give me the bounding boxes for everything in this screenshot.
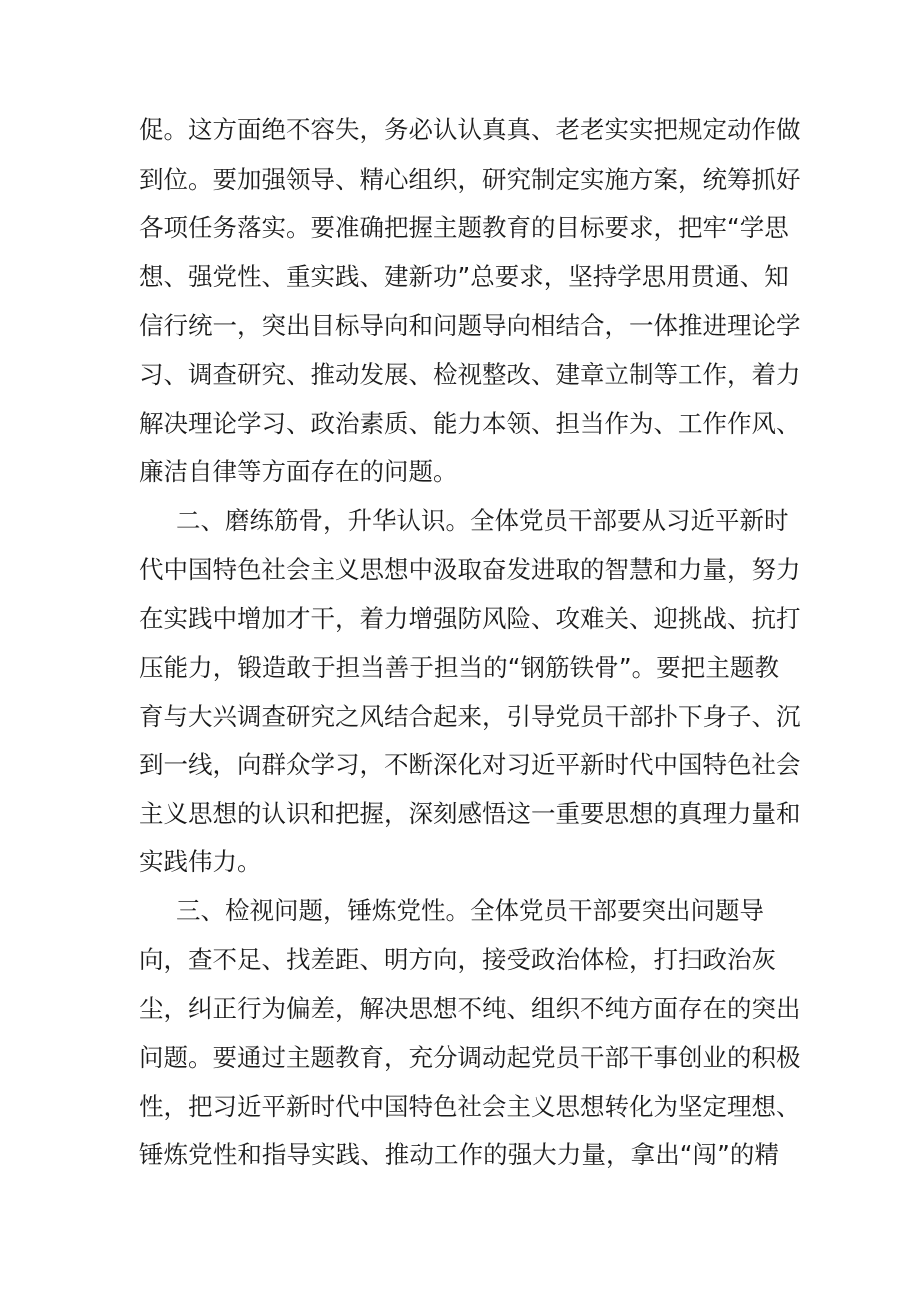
paragraph-2-line-7: 主义思想的认识和把握，深刻感悟这一重要思想的真理力量和 <box>139 799 801 828</box>
paragraph-2-line-5: 育与大兴调查研究之风结合起来，引导党员干部扑下身子、沉 <box>139 702 801 731</box>
paragraph-1-line-5: 信行统一，突出目标导向和问题导向相结合，一体推进理论学 <box>139 311 801 340</box>
paragraph-2-line-8: 实践伟力。 <box>139 847 262 876</box>
paragraph-3-line-5: 性，把习近平新时代中国特色社会主义思想转化为坚定理想、 <box>139 1092 801 1121</box>
paragraph-1-line-6: 习、调查研究、推动发展、检视整改、建章立制等工作，着力 <box>139 360 801 389</box>
paragraph-1-line-1: 促。这方面绝不容失，务必认认真真、老老实实把规定动作做 <box>139 115 801 144</box>
paragraph-3-line-1: 三、检视问题，锤炼党性。全体党员干部要突出问题导 <box>176 896 764 925</box>
paragraph-2-line-4: 压能力，锻造敢于担当善于担当的“钢筋铁骨”。要把主题教 <box>139 653 779 682</box>
paragraph-3-line-3: 尘，纠正行为偏差，解决思想不纯、组织不纯方面存在的突出 <box>139 994 801 1023</box>
paragraph-3-line-2: 向，查不足、找差距、明方向，接受政治体检，打扫政治灰 <box>139 945 776 974</box>
paragraph-2-line-3: 在实践中增加才干，着力增强防风险、攻难关、迎挑战、抗打 <box>139 604 801 633</box>
paragraph-1-line-4: 想、强党性、重实践、建新功”总要求，坚持学思用贯通、知 <box>139 262 789 291</box>
paragraph-1-line-2: 到位。要加强领导、精心组织，研究制定实施方案，统筹抓好 <box>139 165 801 194</box>
paragraph-1-line-3: 各项任务落实。要准确把握主题教育的目标要求，把牢“学思 <box>139 213 789 242</box>
paragraph-3-line-4: 问题。要通过主题教育，充分调动起党员干部干事创业的积极 <box>139 1043 801 1072</box>
paragraph-2-line-6: 到一线，向群众学习，不断深化对习近平新时代中国特色社会 <box>139 750 801 779</box>
paragraph-3-line-6: 锤炼党性和指导实践、推动工作的强大力量，拿出“闯”的精 <box>139 1140 779 1169</box>
paragraph-1-line-8: 廉洁自律等方面存在的问题。 <box>139 457 458 486</box>
paragraph-2-line-1: 二、磨练筋骨，升华认识。全体党员干部要从习近平新时 <box>176 506 789 535</box>
paragraph-1-line-7: 解决理论学习、政治素质、能力本领、担当作为、工作作风、 <box>139 409 801 438</box>
paragraph-2-line-2: 代中国特色社会主义思想中汲取奋发进取的智慧和力量，努力 <box>139 555 801 584</box>
